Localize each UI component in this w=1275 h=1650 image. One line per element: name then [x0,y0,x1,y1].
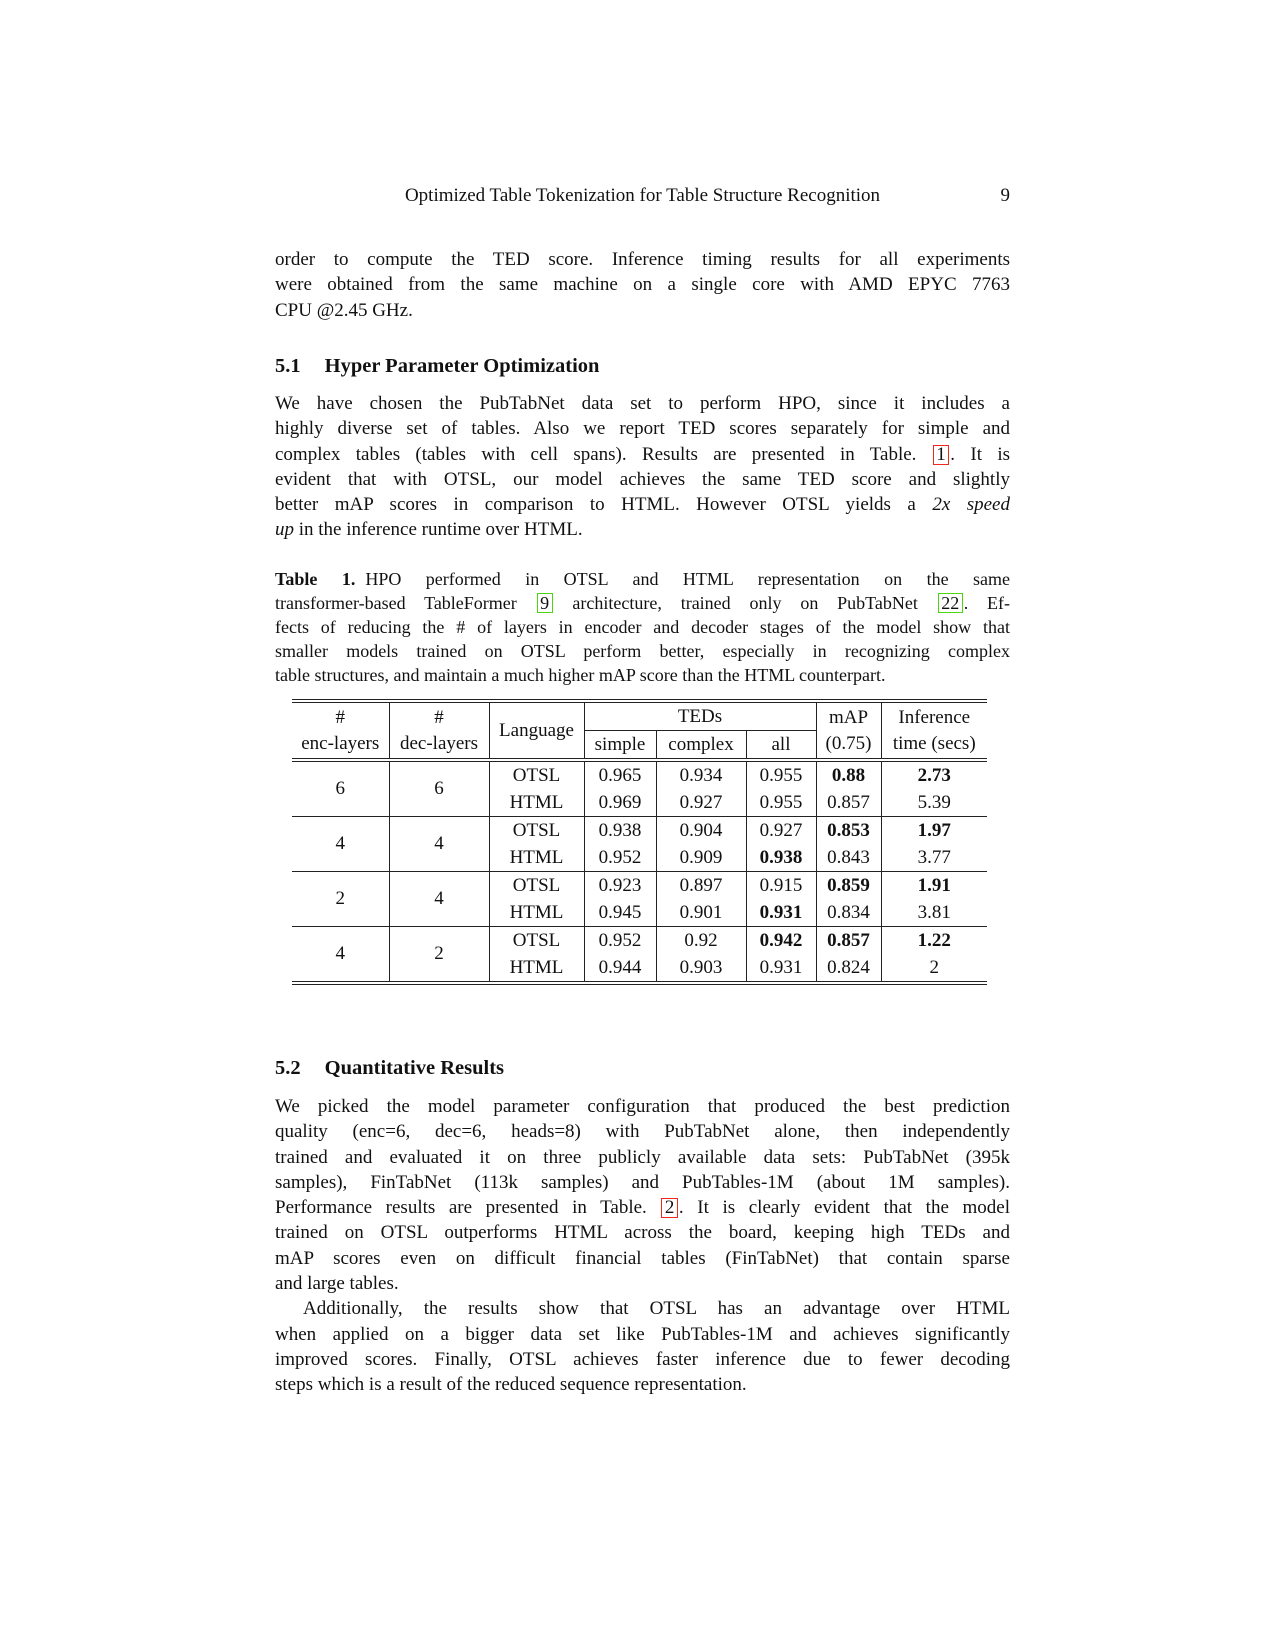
text-line: samples), FinTabNet (113k samples) and PubTables-1M (about 1M samples). [275,1171,1010,1193]
cell-map: 0.859 [816,872,881,900]
cell-language: HTML [489,899,584,927]
section-number: 5.2 [275,1057,301,1079]
cell-map: 0.88 [816,760,881,789]
caption-line: table structures, and maintain a much higher mAP score than the HTML counterpart. [275,665,886,685]
caption-label: Table 1. [275,569,356,589]
cell-enc: 4 [292,927,389,984]
text-span: architecture, trained only on PubTabNet [553,593,937,613]
cell-simple: 0.969 [584,789,656,817]
text-line: when applied on a bigger data set like PubTables-1M and achieves significantly [275,1323,1010,1345]
text-span: transformer-based TableFormer [275,593,536,613]
cell-complex: 0.903 [656,954,746,983]
text-line: trained on OTSL outperforms HTML across the board, keeping high TEDs and [275,1222,1010,1244]
table-row [292,872,987,900]
cell-enc: 2 [292,872,389,927]
cell-map: 0.857 [816,789,881,817]
cell-dec: 6 [389,760,489,817]
paragraph-intro [275,247,1010,323]
cell-complex: 0.92 [656,927,746,955]
text-span: Performance results are presented in Table. [275,1197,661,1219]
cell-complex: 0.927 [656,789,746,817]
text-line: highly diverse set of tables. Also we report TED scores separately for simple and [275,418,1010,440]
section-title: Hyper Parameter Optimization [324,355,600,377]
cell-enc: 4 [292,817,389,872]
cell-simple: 0.944 [584,954,656,983]
header-complex: complex [656,731,746,761]
text-span: . Ef- [963,593,1010,613]
text-span: better mAP scores in comparison to HTML. However OTSL yields a [275,494,933,516]
text-line [275,492,1010,517]
text-line: and large tables. [275,1273,399,1295]
text-span: complex tables (tables with cell spans). Results are presented in Table. [275,443,932,465]
cell-simple: 0.923 [584,872,656,900]
cell-complex: 0.934 [656,760,746,789]
running-head [275,183,1010,208]
cell-map: 0.824 [816,954,881,983]
header-map: mAP (0.75) [816,701,881,760]
paragraph-5-1 [275,391,1010,543]
header-simple: simple [584,731,656,761]
table-1 [292,699,987,985]
text-line [275,442,1010,467]
cell-language: HTML [489,954,584,983]
cell-map: 0.834 [816,899,881,927]
cell-time: 1.22 [881,927,987,955]
cell-complex: 0.909 [656,844,746,872]
cell-simple: 0.938 [584,817,656,845]
text-line: improved scores. Finally, OTSL achieves faster inference due to fewer decoding [275,1348,1010,1370]
cell-all: 0.931 [746,899,816,927]
text-line [275,1195,1010,1220]
cell-all: 0.915 [746,872,816,900]
table-row [292,817,987,845]
cell-simple: 0.952 [584,844,656,872]
citation-link[interactable]: 22 [938,593,963,613]
cell-all: 0.955 [746,789,816,817]
text-span: in the inference runtime over HTML. [294,519,583,541]
text-line: We picked the model parameter configuration that produced the best prediction [275,1096,1010,1117]
header-language: Language [489,701,584,760]
table-1-caption [275,567,1010,687]
cell-time: 1.97 [881,817,987,845]
text-line: Additionally, the results show that OTSL has an advantage over HTML [303,1298,1010,1320]
caption-line [275,567,1010,591]
table-1-ref-link[interactable]: 1 [933,445,950,465]
text-line: steps which is a result of the reduced sequence representation. [275,1374,747,1396]
cell-complex: 0.904 [656,817,746,845]
text-line [275,517,1010,542]
text-line: We have chosen the PubTabNet data set to perform HPO, since it includes a [275,393,1010,414]
text-span: HPO performed in OTSL and HTML representation on the same [365,569,1011,589]
cell-language: HTML [489,844,584,872]
cell-language: OTSL [489,760,584,789]
section-number: 5.1 [275,355,301,377]
page-number: 9 [1000,185,1010,206]
cell-time: 5.39 [917,791,951,813]
cell-all: 0.942 [746,927,816,955]
caption-line [275,591,1010,615]
table-row [292,927,987,955]
text-line: mAP scores even on difficult financial tables (FinTabNet) that contain sparse [275,1247,1010,1269]
cell-map: 0.853 [816,817,881,845]
cell-dec: 4 [389,817,489,872]
caption-line: fects of reducing the # of layers in encoder and decoder stages of the model show that [275,617,1010,637]
header-dec-layers: # dec-layers [389,701,489,760]
cell-simple: 0.952 [584,927,656,955]
cell-language: OTSL [489,872,584,900]
cell-all: 0.927 [746,817,816,845]
cell-language: OTSL [489,927,584,955]
header-all: all [746,731,816,761]
cell-dec: 4 [389,872,489,927]
cell-time: 2 [929,956,939,978]
caption-line: smaller models trained on OTSL perform better, especially in recognizing complex [275,641,1010,661]
citation-link[interactable]: 9 [537,593,553,613]
cell-complex: 0.897 [656,872,746,900]
text-line: evident that with OTSL, our model achieves the same TED score and slightly [275,468,1010,490]
emphasized-text: 2x speed [932,494,1010,516]
cell-map: 0.857 [816,927,881,955]
header-enc-layers: # enc-layers [292,701,389,760]
header-teds: TEDs [584,701,816,731]
paragraph-5-2 [275,1094,1010,1398]
text-span: . It is clearly evident that the model [678,1197,1010,1219]
text-column [275,0,1010,1650]
cell-all: 0.955 [746,760,816,789]
table-header-row [292,701,987,731]
cell-time: 2.73 [917,764,951,786]
table-row [292,760,987,789]
cell-complex: 0.901 [656,899,746,927]
section-heading-5-1 [275,354,1010,379]
cell-time: 3.81 [917,901,951,923]
header-inference-time: Inference time (secs) [881,701,987,760]
table-2-ref-link[interactable]: 2 [661,1198,678,1218]
cell-time: 3.77 [917,846,951,868]
text-line: order to compute the TED score. Inference timing results for all experiments [275,249,1010,270]
cell-time: 1.91 [881,872,987,900]
cell-language: HTML [489,789,584,817]
section-heading-5-2 [275,1056,1010,1081]
text-line: CPU @2.45 GHz. [275,299,413,321]
text-span: . It is [950,443,1010,465]
section-title: Quantitative Results [324,1057,504,1079]
cell-map: 0.843 [816,844,881,872]
cell-simple: 0.945 [584,899,656,927]
cell-language: OTSL [489,817,584,845]
text-line: were obtained from the same machine on a single core with AMD EPYC 7763 [275,274,1010,296]
running-head-title: Optimized Table Tokenization for Table Structure Recognition [404,185,881,206]
cell-simple: 0.965 [584,760,656,789]
cell-dec: 2 [389,927,489,984]
text-line: trained and evaluated it on three publicly available data sets: PubTabNet (395k [275,1146,1010,1168]
emphasized-text: up [275,519,294,541]
cell-enc: 6 [292,760,389,817]
cell-all: 0.938 [746,844,816,872]
text-line: quality (enc=6, dec=6, heads=8) with PubTabNet alone, then independently [275,1121,1010,1143]
cell-all: 0.931 [746,954,816,983]
